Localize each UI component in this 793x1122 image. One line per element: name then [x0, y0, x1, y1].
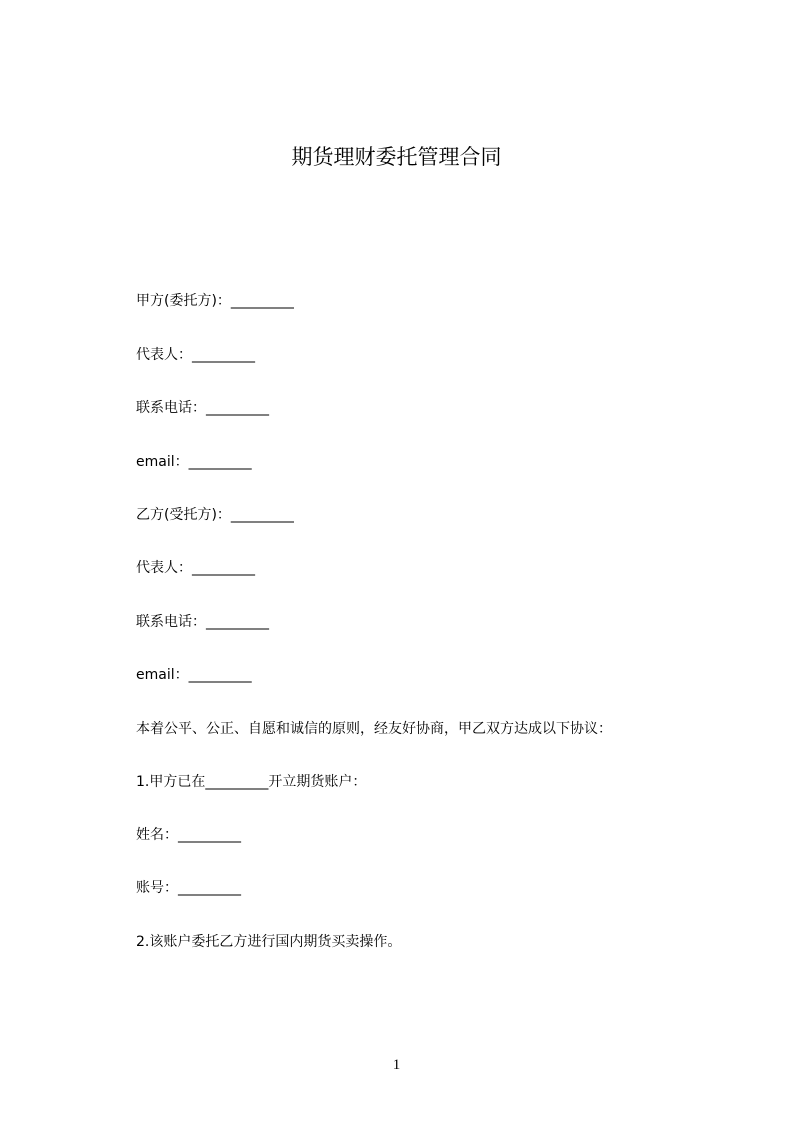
party-b-phone-line: 联系电话：_________	[136, 614, 269, 630]
party-a-line: 甲方(委托方)：_________	[136, 293, 294, 309]
party-a-phone-line: 联系电话：_________	[136, 400, 269, 416]
party-a-representative-line: 代表人：_________	[136, 347, 255, 363]
clause-2: 2.该账户委托乙方进行国内期货买卖操作。	[136, 934, 402, 950]
party-a-email-line: email：_________	[136, 454, 252, 470]
party-b-email-line: email：_________	[136, 667, 252, 683]
page-number: 1	[392, 1057, 401, 1073]
party-b-representative-line: 代表人：_________	[136, 560, 255, 576]
party-b-line: 乙方(受托方)：_________	[136, 507, 294, 523]
clause-1: 1.甲方已在_________开立期货账户：	[136, 774, 367, 790]
account-name-line: 姓名：_________	[136, 827, 241, 843]
agreement-preamble: 本着公平、公正、自愿和诚信的原则，经友好协商，甲乙双方达成以下协议：	[136, 721, 612, 737]
account-number-line: 账号：_________	[136, 880, 241, 896]
document-title: 期货理财委托管理合同	[291, 145, 502, 169]
